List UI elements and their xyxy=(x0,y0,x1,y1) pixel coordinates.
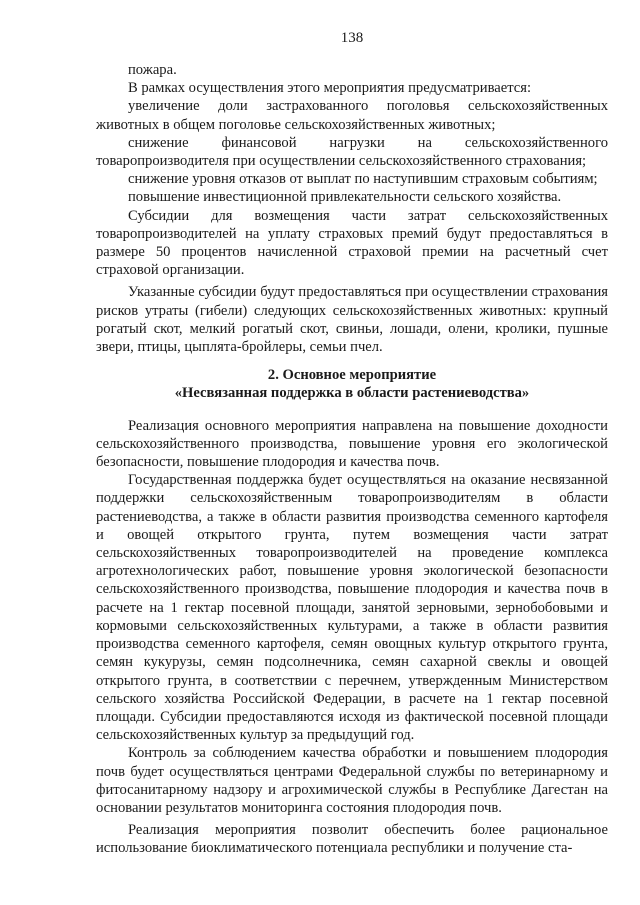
paragraph: Государственная поддержка будет осуществляться на оказание несвязанной поддержки сельскохозяйственным товаропроизводителям в области растениеводства, а также в области развития производства семенного картофеля и овощей открытого грунта, путем возмещения части затрат сельскохозяйственных товаропроизводителей на проведение комплекса агротехнологических работ, повышение уровня экологической безопасности сельскохозяйственного производства, повышение плодородия и качества почв в расчете на 1 гектар посевной площади, занятой зерновыми, зернобобовыми и кормовыми сельскохозяйственных культурами, а также в области развития производства семенного картофеля, семян овощных культур открытого грунта, семян кукурузы, семян подсолнечника, семян сахарной свеклы и овощей открытого грунта, в соответствии с перечнем, утвержденным Министерством сельского хозяйства Российской Федерации, в расчете на 1 гектар посевной площади. Субсидии предоставляются исходя из фактической посевной площади сельскохозяйственных культур за предыдущий год. xyxy=(96,472,608,744)
heading-line-1: 2. Основное мероприятие xyxy=(267,367,437,384)
paragraph: Реализация основного мероприятия направлена на повышение доходности сельскохозяйственного производства, повышение уровня его экологической безопасности, повышение плодородия и качества почв. xyxy=(96,417,608,471)
paragraph: повышение инвестиционной привлекательности сельского хозяйства. xyxy=(128,189,562,206)
paragraph: увеличение доли застрахованного поголовья сельскохозяйственных животных в общем поголовье сельскохозяйственных животных; xyxy=(96,98,608,133)
paragraph: Реализация мероприятия позволит обеспечить более рациональное использование биоклиматического потенциала республики и получение ста- xyxy=(96,822,608,857)
section-top xyxy=(96,61,608,356)
paragraph: Контроль за соблюдением качества обработки и повышением плодородия почв будет осуществляться центрами Федеральной службы по ветеринарному и фитосанитарному надзору и агрохимической службы в Республике Дагестан на основании результатов мониторинга состояния плодородия почв. xyxy=(96,745,608,816)
page-number: 138 xyxy=(340,30,364,46)
paragraph: снижение уровня отказов от выплат по наступившим страховым событиям; xyxy=(128,171,598,188)
section-bottom xyxy=(96,417,608,858)
paragraph: Субсидии для возмещения части затрат сельскохозяйственных товаропроизводителей на уплату страховых премий будут предоставляться в размере 50 процентов начисленной страховой премии на расчетный счет страховой организации. xyxy=(96,207,608,279)
paragraph: Указанные субсидии будут предоставляться при осуществлении страхования рисков утраты (гибели) следующих сельскохозяйственных животных: крупный рогатый скот, мелкий рогатый скот, свиньи, лошади, олени, кролики, пушные звери, птицы, цыплята-бройлеры, семьи пчел. xyxy=(96,284,608,356)
section-heading xyxy=(96,366,608,402)
heading-line-2: «Несвязанная поддержка в области растениеводства» xyxy=(174,385,530,402)
paragraph: В рамках осуществления этого мероприятия предусматривается: xyxy=(128,80,532,97)
paragraph: снижение финансовой нагрузки на сельскохозяйственного товаропроизводителя при осуществлении сельскохозяйственного страхования; xyxy=(96,134,608,170)
paragraph: пожара. xyxy=(128,62,177,78)
